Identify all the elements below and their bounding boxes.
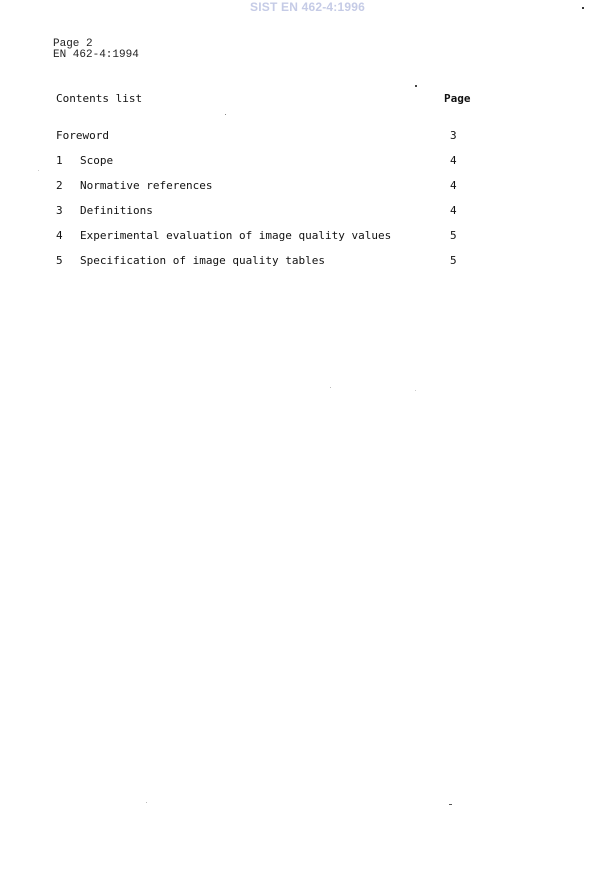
toc-entry-number: 3 [56, 204, 63, 217]
scan-speck [582, 7, 584, 9]
toc-entry-number: 5 [56, 254, 63, 267]
toc-entry-title: Specification of image quality tables [80, 254, 326, 267]
scan-speck [330, 387, 331, 388]
toc-entry-title: Experimental evaluation of image quality values [80, 229, 392, 242]
toc-entry-title: Normative references [80, 179, 213, 192]
scan-speck [146, 802, 147, 803]
toc-entry-specification [56, 254, 486, 279]
page-number-label: Page 2 [53, 38, 93, 50]
toc-entry-page: 3 [450, 129, 457, 142]
scan-speck [225, 114, 226, 115]
toc-entry-title: Scope [80, 154, 114, 167]
toc-entry-foreword [56, 129, 486, 154]
table-of-contents [56, 129, 486, 279]
page-column-heading: Page [444, 92, 471, 105]
contents-title: Contents list [56, 92, 143, 105]
toc-entry-title: Definitions [80, 204, 153, 217]
toc-entry-title: Foreword [56, 129, 109, 142]
toc-entry-definitions [56, 204, 486, 229]
toc-entry-page: 4 [450, 154, 457, 167]
toc-entry-scope [56, 154, 486, 179]
toc-entry-number: 2 [56, 179, 63, 192]
page-header [53, 39, 139, 61]
scan-speck [449, 804, 452, 805]
scan-speck [415, 85, 417, 87]
watermark: SIST EN 462-4:1996 [250, 0, 365, 14]
standard-identifier: EN 462-4:1994 [53, 49, 139, 61]
toc-entry-page: 5 [450, 229, 457, 242]
scan-speck [415, 390, 416, 391]
scan-speck [38, 170, 39, 171]
toc-entry-number: 1 [56, 154, 63, 167]
toc-entry-page: 4 [450, 179, 457, 192]
toc-entry-page: 4 [450, 204, 457, 217]
toc-entry-page: 5 [450, 254, 457, 267]
toc-entry-number: 4 [56, 229, 63, 242]
toc-entry-experimental-evaluation [56, 229, 486, 254]
toc-entry-normative-references [56, 179, 486, 204]
